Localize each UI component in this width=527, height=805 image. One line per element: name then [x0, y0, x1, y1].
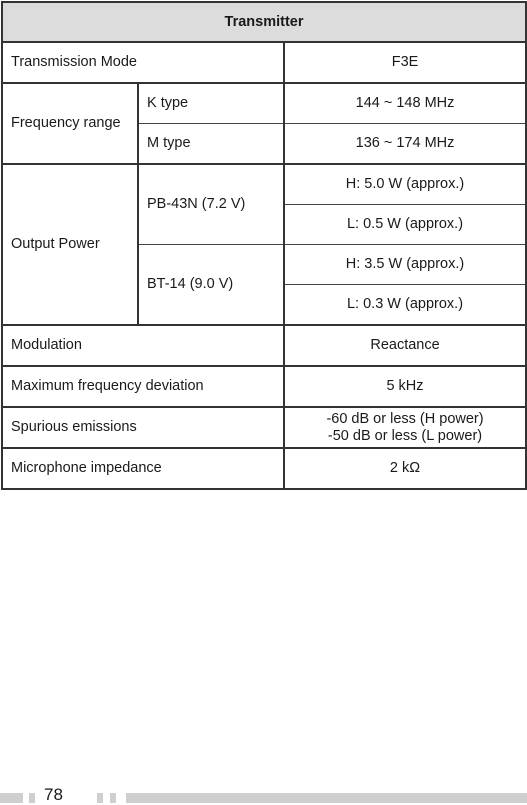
transmission-mode-value: F3E [284, 42, 526, 83]
table-row [2, 407, 526, 448]
spurious-emissions-value [284, 407, 526, 448]
output-power-label: Output Power [2, 164, 138, 325]
power-pb43n-low: L: 0.5 W (approx.) [284, 205, 526, 245]
max-deviation-value: 5 kHz [284, 366, 526, 407]
table-row [2, 325, 526, 366]
power-bt14-high: H: 3.5 W (approx.) [284, 245, 526, 285]
frequency-range-label: Frequency range [2, 83, 138, 164]
max-deviation-label: Maximum frequency deviation [2, 366, 284, 407]
frequency-value-k: 144 ~ 148 MHz [284, 83, 526, 124]
page-number: 78 [44, 785, 63, 804]
table-title: Transmitter [2, 2, 526, 42]
mic-impedance-value: 2 kΩ [284, 448, 526, 489]
frequency-type-k: K type [138, 83, 284, 124]
power-pb43n-high: H: 5.0 W (approx.) [284, 164, 526, 205]
mic-impedance-label: Microphone impedance [2, 448, 284, 489]
transmission-mode-label: Transmission Mode [2, 42, 284, 83]
transmitter-spec-table [1, 1, 527, 490]
modulation-value: Reactance [284, 325, 526, 366]
battery-bt14: BT-14 (9.0 V) [138, 245, 284, 326]
power-bt14-low: L: 0.3 W (approx.) [284, 285, 526, 326]
table-row [2, 164, 526, 205]
spurious-emissions-label: Spurious emissions [2, 407, 284, 448]
table-row [2, 448, 526, 489]
frequency-type-m: M type [138, 124, 284, 165]
frequency-value-m: 136 ~ 174 MHz [284, 124, 526, 165]
battery-pb43n: PB-43N (7.2 V) [138, 164, 284, 245]
spurious-value-line-1: -60 dB or less (H power) [326, 410, 484, 427]
spurious-value-line-2: -50 dB or less (L power) [327, 427, 483, 444]
modulation-label: Modulation [2, 325, 284, 366]
page-footer [0, 787, 527, 802]
table-row [2, 366, 526, 407]
table-row [2, 83, 526, 124]
table-row [2, 42, 526, 83]
